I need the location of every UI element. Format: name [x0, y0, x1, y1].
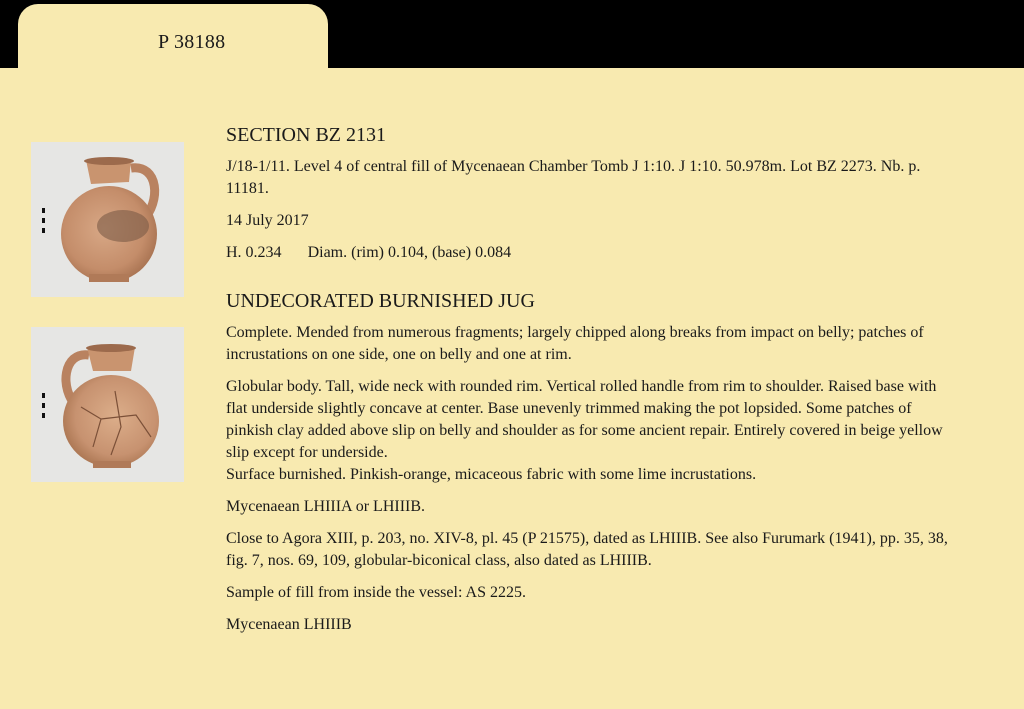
- find-location: J/18-1/11. Level 4 of central fill of Mycenaean Chamber Tomb J 1:10. J 1:10. 50.978m. Lot BZ 2273. Nb. p. 11181.: [226, 158, 921, 197]
- object-title: UNDECORATED BURNISHED JUG: [226, 290, 535, 312]
- chronology-text: Mycenaean LHIIIB: [226, 616, 352, 633]
- dimensions: [226, 242, 956, 264]
- description-line: Surface burnished. Pinkish-orange, micaceous fabric with some lime incrustations.: [226, 466, 757, 483]
- description-line: Globular body. Tall, wide neck with rounded rim. Vertical rolled handle from rim to shoulder. Raised base with flat underside slightly concave at center. Base unevenly trimmed making the pot lopsided. Some patches of pinkish clay added above slip on belly and shoulder as for some ancient repair. Entirely covered in beige yellow slip except for underside.: [226, 378, 943, 461]
- section-heading: SECTION BZ 2131: [226, 124, 386, 146]
- condition-text: Complete. Mended from numerous fragments; largely chipped along breaks from impact on belly; patches of incrustations on one side, one on belly and one at rim.: [226, 324, 924, 363]
- diameter-value: Diam. (rim) 0.104, (base) 0.084: [307, 244, 512, 261]
- jug-photo-side[interactable]: [31, 142, 184, 297]
- jug-image-icon: [31, 327, 184, 482]
- card-content: [226, 122, 956, 646]
- comparanda-text: Close to Agora XIII, p. 203, no. XIV-8, pl. 45 (P 21575), dated as LHIIIB. See also Furumark (1941), pp. 35, 38, fig. 7, nos. 69, 109, globular-biconical class, also dated as LHIIIB.: [226, 530, 948, 569]
- height-value: H. 0.234: [226, 244, 282, 261]
- sample-text: Sample of fill from inside the vessel: AS 2225.: [226, 584, 526, 601]
- find-date: 14 July 2017: [226, 212, 309, 229]
- period-text: Mycenaean LHIIIA or LHIIIB.: [226, 498, 426, 515]
- inventory-number: P 38188: [158, 31, 226, 53]
- jug-image-icon: [31, 142, 184, 297]
- jug-photo-handle[interactable]: [31, 327, 184, 482]
- scale-bar-icon: [42, 208, 45, 233]
- card-tab: [18, 4, 328, 94]
- scale-bar-icon: [42, 393, 45, 418]
- description-text: [226, 376, 956, 486]
